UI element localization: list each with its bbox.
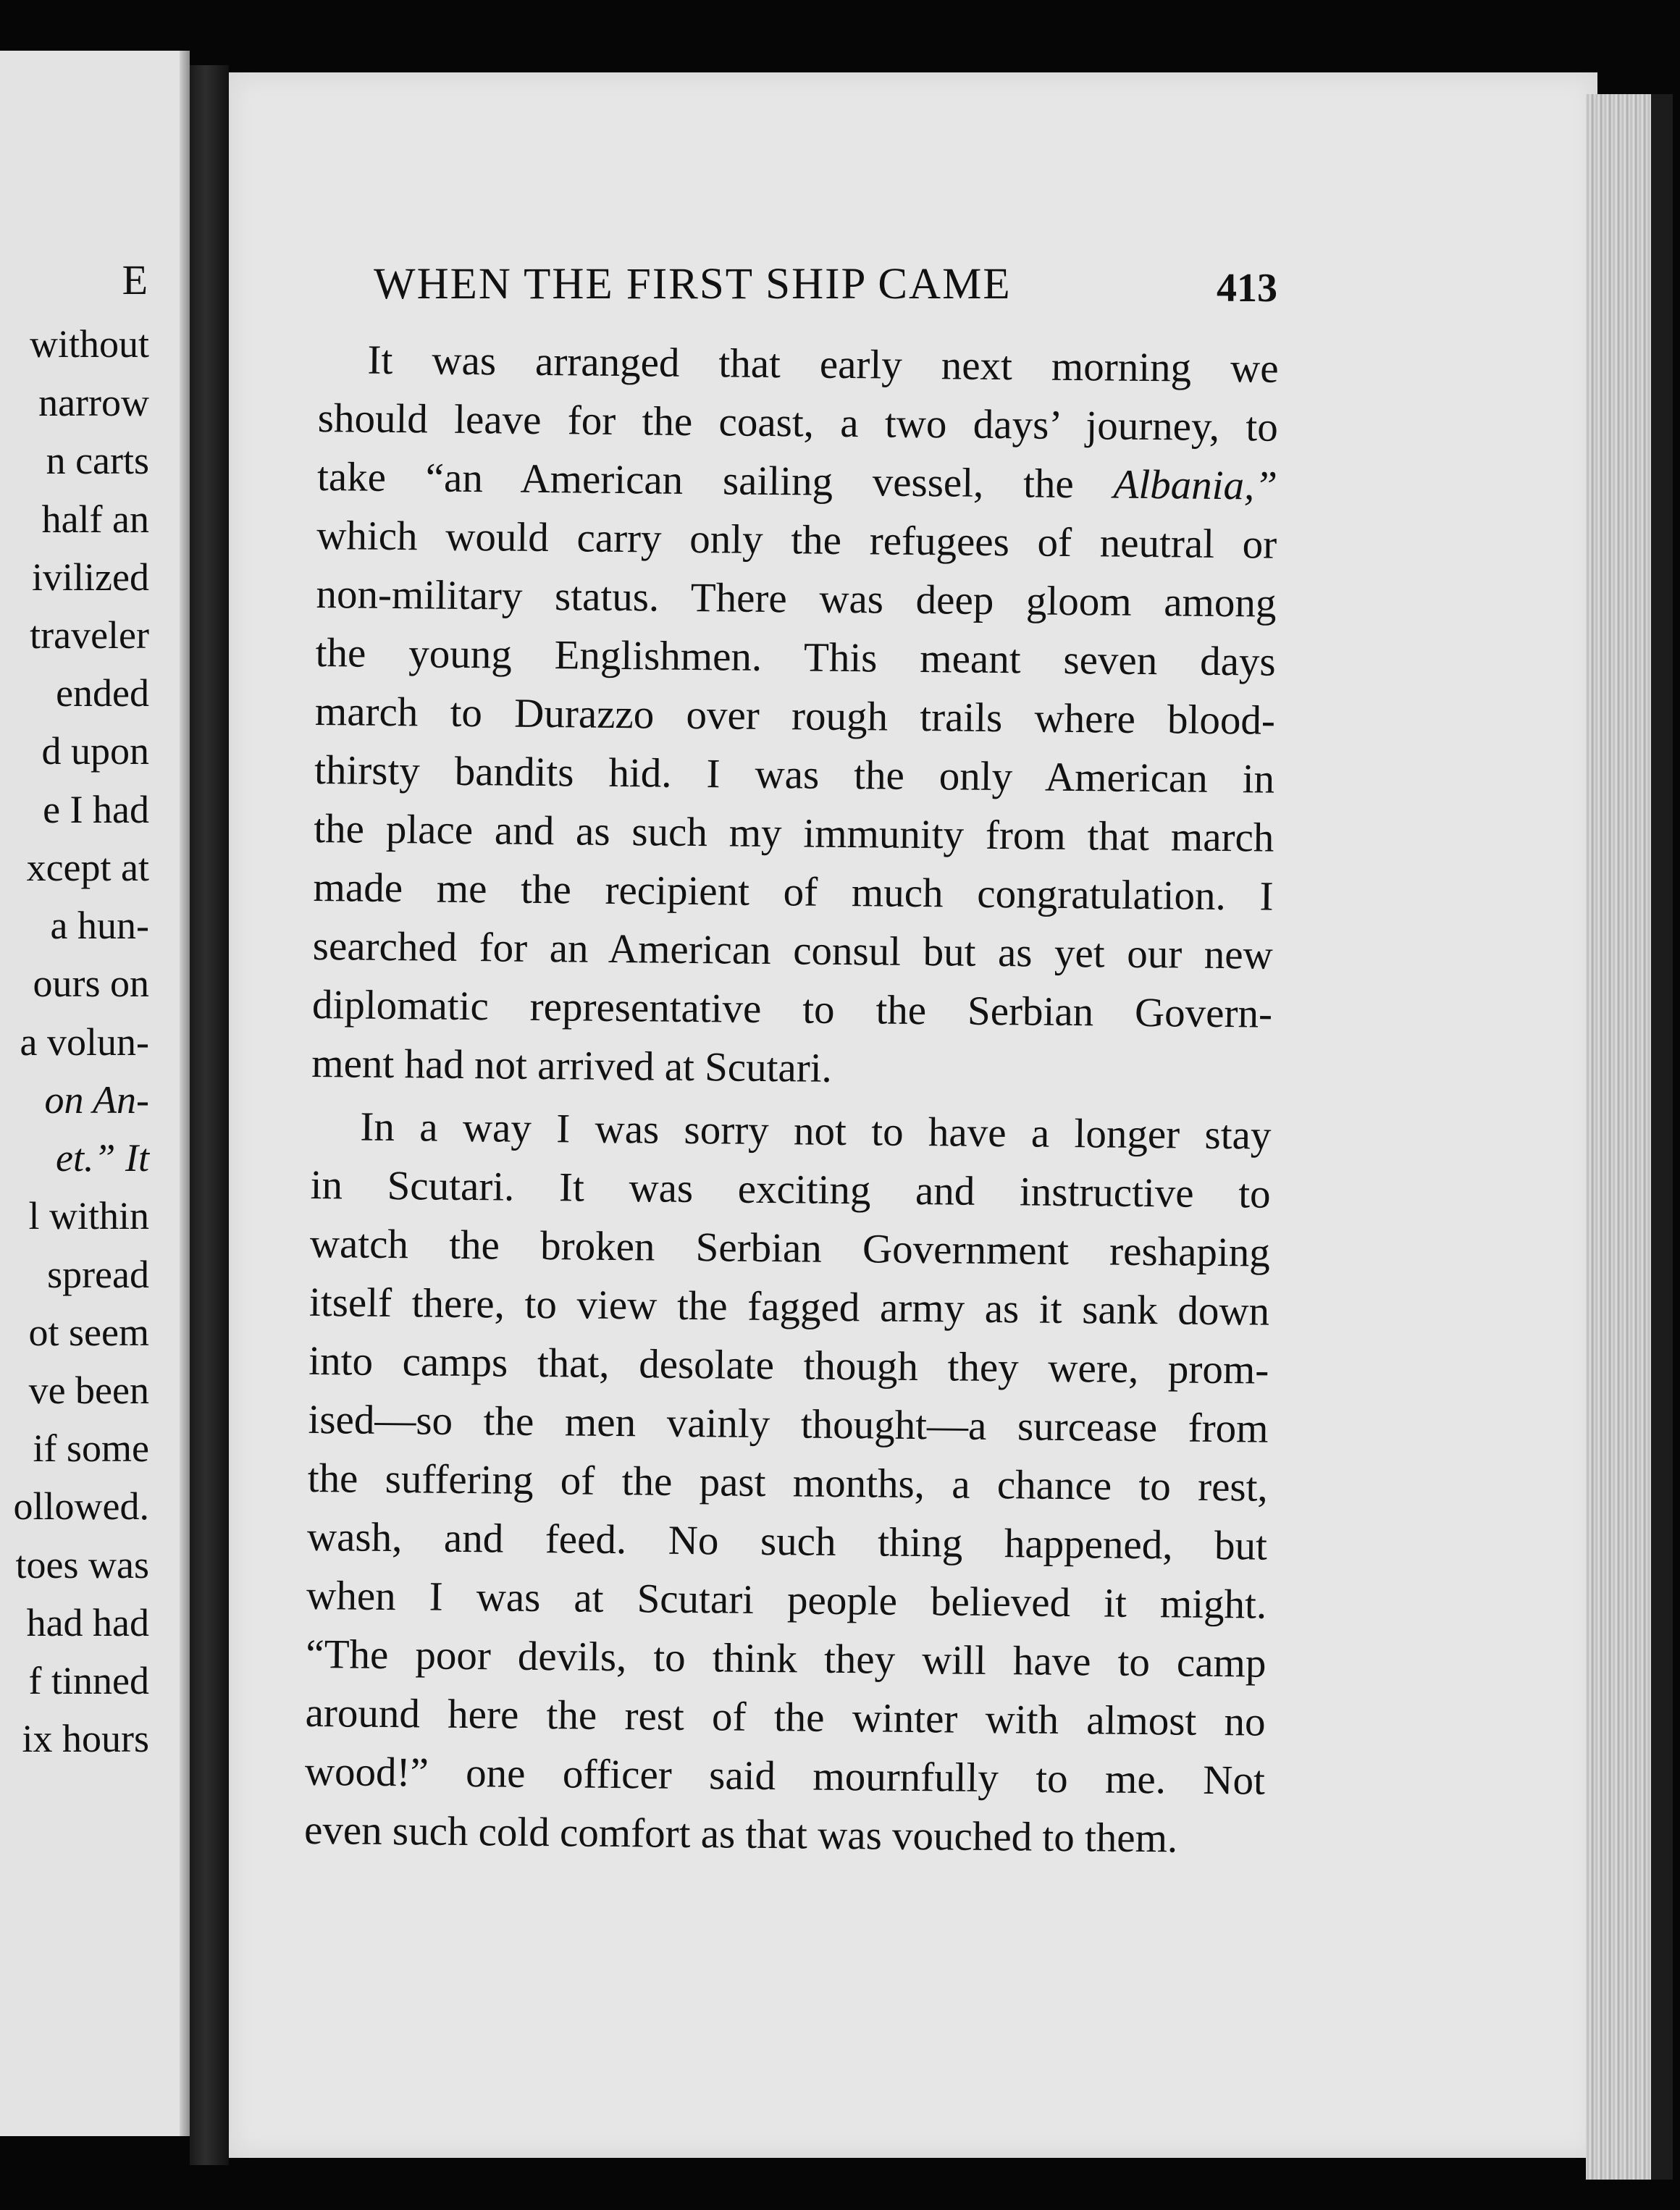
text-line: when I was at Scutari people believed it might. — [306, 1572, 1267, 1628]
book-cover-edge — [1651, 94, 1673, 2180]
previous-page-line: spread — [47, 1253, 149, 1296]
paragraph-1 — [311, 330, 1279, 1102]
previous-page-line: f tinned — [28, 1659, 149, 1702]
previous-page-line: half an — [41, 497, 149, 541]
text-line: wash, and feed. No such thing happened, but — [306, 1513, 1268, 1569]
previous-page-line: toes was — [15, 1543, 149, 1587]
previous-page-line: l within — [28, 1194, 149, 1238]
paragraph-2 — [304, 1097, 1272, 1869]
text-line: searched for an American consul but as yet our new — [312, 923, 1274, 978]
previous-page-line: n carts — [46, 439, 149, 482]
previous-page-edge — [180, 51, 190, 2136]
text-line: diplomatic representative to the Serbian Govern- — [311, 981, 1273, 1037]
text-line: into camps that, desolate though they were, prom- — [308, 1337, 1269, 1393]
previous-page-line: E — [122, 256, 149, 303]
previous-page-line: a volun- — [20, 1020, 149, 1064]
text-line: In a way I was sorry not to have a longer stay — [360, 1104, 1272, 1159]
text-line: around here the rest of the winter with almost no — [305, 1689, 1266, 1745]
previous-page-line: ve been — [28, 1369, 149, 1412]
previous-page-line: e I had — [43, 788, 149, 831]
previous-page-line: ollowed. — [13, 1484, 149, 1528]
text-line: the place and as such my immunity from that march — [314, 805, 1274, 861]
previous-page-line: ours on — [33, 962, 149, 1005]
previous-page-line: had had — [26, 1601, 149, 1644]
page-number: 413 — [1217, 266, 1277, 311]
text-line: watch the broken Serbian Government reshaping — [309, 1220, 1271, 1276]
previous-page-line: a hun- — [50, 904, 149, 947]
text-line: ised—so the men vainly thought—a surcease from — [308, 1396, 1269, 1452]
text-line: march to Durazzo over rough trails where blood- — [314, 688, 1276, 744]
text-line: should leave for the coast, a two days’ journey, to — [317, 395, 1279, 450]
previous-page-line: narrow — [38, 381, 149, 424]
text-line: the young Englishmen. This meant seven days — [315, 629, 1276, 685]
previous-page-line: xcept at — [26, 846, 149, 889]
previous-page-fragment — [0, 51, 190, 2136]
text-line: made me the recipient of much congratulation. I — [313, 864, 1274, 920]
text-line: which would carry only the refugees of neutral or — [316, 512, 1277, 568]
text-line: wood!” one officer said mournfully to me. Not — [304, 1748, 1266, 1804]
running-head: WHEN THE FIRST SHIP CAME — [374, 260, 1012, 308]
previous-page-line: ot seem — [28, 1311, 149, 1354]
book-gutter — [190, 65, 229, 2165]
text-line: ment had not arrived at Scutari. — [311, 1040, 833, 1091]
page-stack-edges — [1586, 94, 1673, 2180]
text-line: thirsty bandits hid. I was the only American in — [314, 747, 1275, 802]
previous-page-line: ended — [56, 671, 149, 715]
previous-page-line: on An- — [44, 1078, 149, 1122]
text-line: itself there, to view the fagged army as it sank down — [308, 1279, 1270, 1335]
previous-page-line: traveler — [30, 613, 149, 657]
previous-page-line: without — [29, 322, 149, 366]
text-line: even such cold comfort as that was vouched to them. — [303, 1807, 1178, 1862]
previous-page-line: ivilized — [32, 555, 149, 599]
body-text — [304, 330, 1279, 1869]
text-line: non-military status. There was deep gloom among — [316, 571, 1277, 626]
text-line: the suffering of the past months, a chance to rest, — [307, 1455, 1269, 1511]
text-line: “The poor devils, to think they will have to camp — [306, 1631, 1267, 1686]
previous-page-line: ix hours — [22, 1717, 149, 1760]
previous-page-line: if some — [33, 1427, 149, 1470]
text-line: in Scutari. It was exciting and instructive to — [310, 1161, 1271, 1217]
text-line: It was arranged that early next morning we — [367, 337, 1279, 392]
previous-page-line: d upon — [41, 729, 149, 773]
text-line: take “an American sailing vessel, the Albania,” — [316, 453, 1278, 509]
previous-page-line: et.” It — [56, 1136, 149, 1180]
